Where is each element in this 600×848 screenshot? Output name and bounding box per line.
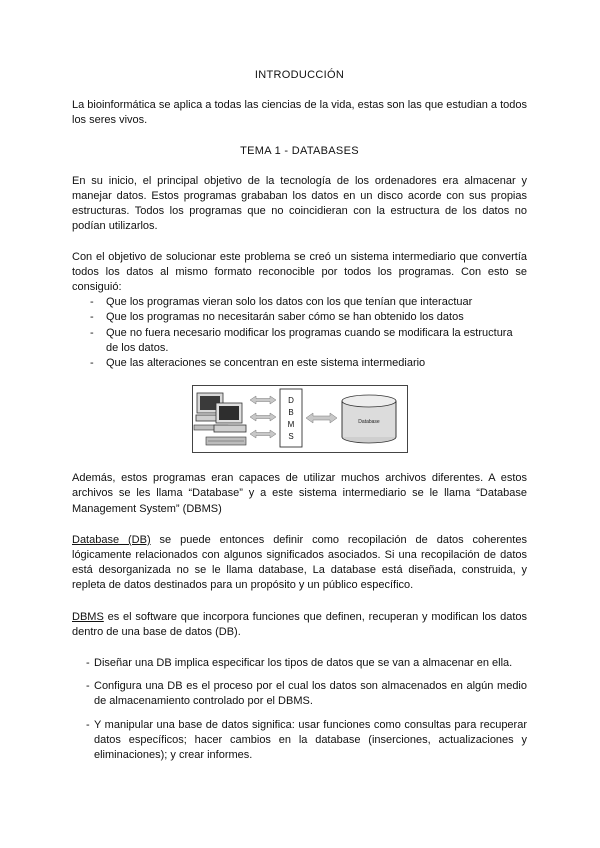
tema-paragraph-5 (72, 610, 527, 640)
term-dbms: DBMS (72, 610, 104, 623)
dbms-diagram (72, 385, 527, 453)
tema-paragraph-2: Con el objetivo de solucionar este problema se creó un sistema intermediario que convertía todos los datos al mismo formato reconocible por todos los programas. Con esto se consiguió: (72, 250, 527, 294)
tema-heading: TEMA 1 - DATABASES (240, 144, 359, 157)
list-item: - Que no fuera necesario modificar los programas cuando se modificara la estructura de los datos. (90, 326, 527, 356)
document-page (72, 68, 527, 771)
dbms-letter: M (287, 420, 294, 430)
definition-text: es el software que incorpora funciones que definen, recuperan y modifican los datos dentro de una base de datos (DB). (72, 610, 527, 638)
intro-heading: INTRODUCCIÓN (254, 69, 345, 81)
dbms-letter: D (287, 396, 294, 406)
cylinder-label: Database (357, 419, 380, 426)
tema-paragraph-4 (72, 533, 527, 594)
tema-paragraph-3: Además, estos programas eran capaces de utilizar muchos archivos diferentes. A estos archivos se les llama “Database” y a este sistema intermediario se le llama “Database Management System” (DBMS) (72, 472, 527, 515)
definition-text: se puede entonces definir como recopilación de datos coherentes lógicamente relacionados con algunos significados asociados. Si una recopilación de datos está desorganizada no se le llama database, La database está diseñada, construida, y repleta de datos destinados para un propósito y un público específico. (72, 533, 527, 592)
tema-paragraph-1: En su inicio, el principal objetivo de la tecnología de los ordenadores era almacenar y manejar datos. Estos programas grababan los datos en un disco acorde con sus propias estructuras. Todos los programas que no coincidieran con la estructura de los datos no podían utilizarlos. (72, 174, 527, 233)
list-item: - Y manipular una base de datos significa: usar funciones como consultas para recuperar datos específicos; hacer cambios en la database (inserciones, actualizaciones y eliminaciones); y crear informes. (86, 718, 527, 764)
dbms-functions-list (72, 656, 527, 763)
dbms-diagram-image (192, 385, 408, 453)
list-item: - Configura una DB es el proceso por el cual los datos son almacenados en algún medio de almacenamiento controlado por el DBMS. (86, 679, 527, 709)
intro-paragraph: La bioinformática se aplica a todas las ciencias de la vida, estas son las que estudian a todos los seres vivos. (72, 99, 527, 127)
list-item: - Que los programas no necesitarán saber cómo se han obtenido los datos (90, 310, 527, 325)
dbms-letter: S (287, 432, 294, 442)
list-item: - Que las alteraciones se concentran en este sistema intermediario (90, 356, 527, 371)
database-cylinder-icon (342, 395, 396, 443)
list-item: - Que los programas vieran solo los datos con los que tenían que interactuar (90, 295, 527, 310)
bullet-list (72, 295, 527, 371)
list-item: - Diseñar una DB implica especificar los tipos de datos que se van a almacenar en ella. (86, 656, 527, 671)
dbms-letter: B (287, 408, 294, 418)
term-database: Database (DB) (72, 533, 151, 546)
